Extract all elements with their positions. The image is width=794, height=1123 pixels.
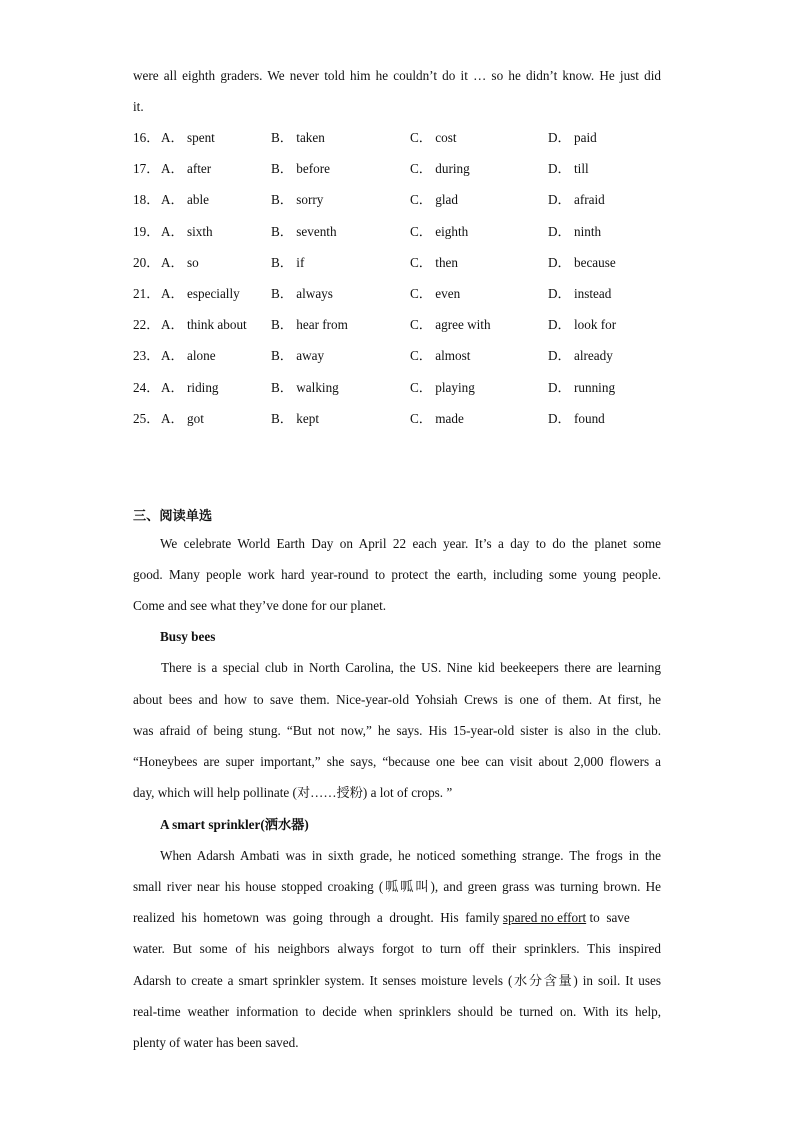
question-23	[133, 348, 673, 364]
option-b: B． walking	[271, 380, 339, 395]
option-a: A． alone	[161, 348, 216, 363]
option-c: C． cost	[410, 130, 457, 145]
sprinkler-line-3-end: to save	[586, 910, 630, 925]
option-d: D． already	[548, 348, 613, 363]
question-20	[133, 255, 673, 271]
option-a: A． able	[161, 192, 209, 207]
option-a: A． sixth	[161, 224, 213, 239]
sprinkler-heading: A smart sprinkler(洒水器)	[160, 817, 309, 832]
question-24	[133, 380, 673, 396]
option-d: D． look for	[548, 317, 617, 332]
option-c: C． glad	[410, 192, 458, 207]
question-number: 25．	[133, 411, 160, 426]
option-a: A． spent	[161, 130, 215, 145]
busy-bees-line-2: about bees and how to save them. Nice-year-old Yohsiah Crews is one of them. At first, he	[133, 692, 661, 707]
sprinkler-line-3	[133, 910, 661, 926]
intro-line-2: it.	[133, 99, 144, 114]
busy-bees-heading: Busy bees	[160, 629, 216, 644]
option-b: B． sorry	[271, 192, 324, 207]
question-number: 21．	[133, 286, 160, 301]
sprinkler-line-5: Adarsh to create a smart sprinkler system. It senses moisture levels (水分含量) in soil. It uses	[133, 973, 661, 988]
option-b: B． away	[271, 348, 325, 363]
option-c: C． during	[410, 161, 470, 176]
question-number: 18．	[133, 192, 160, 207]
option-d: D． till	[548, 161, 589, 176]
option-b: B． kept	[271, 411, 319, 426]
option-a: A． riding	[161, 380, 219, 395]
option-a: A． after	[161, 161, 212, 176]
question-number: 22．	[133, 317, 160, 332]
question-17	[133, 161, 673, 177]
option-b: B． taken	[271, 130, 325, 145]
option-b: B． hear from	[271, 317, 348, 332]
sprinkler-line-2: small river near his house stopped croaking (呱呱叫), and green grass was turning brown. He	[133, 879, 661, 894]
busy-bees-line-4: “Honeybees are super important,” she says, “because one bee can visit about 2,000 flowers a	[133, 754, 661, 769]
option-c: C． almost	[410, 348, 471, 363]
question-number: 16．	[133, 130, 160, 145]
busy-bees-line-5: day, which will help pollinate (对……授粉) a lot of crops. ”	[133, 785, 453, 800]
option-d: D． instead	[548, 286, 612, 301]
option-d: D． running	[548, 380, 616, 395]
intro-paragraph-line-1: We celebrate World Earth Day on April 22 each year. It’s a day to do the planet some	[160, 536, 661, 551]
option-a: A． so	[161, 255, 199, 270]
option-c: C． then	[410, 255, 458, 270]
option-c: C． eighth	[410, 224, 469, 239]
sprinkler-line-4: water. But some of his neighbors always forgot to turn off their sprinklers. This inspired	[133, 941, 661, 956]
question-number: 23．	[133, 348, 160, 363]
option-a: A． think about	[161, 317, 247, 332]
busy-bees-line-3: was afraid of being stung. “But not now,” he says. His 15-year-old sister is also in the club.	[133, 723, 661, 738]
option-b: B． always	[271, 286, 333, 301]
option-b: B． if	[271, 255, 305, 270]
question-number: 20．	[133, 255, 160, 270]
sprinkler-line-3-start: realized his hometown was going through a drought. His family	[133, 910, 503, 925]
question-16	[133, 130, 673, 146]
option-a: A． got	[161, 411, 204, 426]
option-d: D． paid	[548, 130, 597, 145]
option-c: C． agree with	[410, 317, 491, 332]
sprinkler-line-6: real-time weather information to decide when sprinklers should be turned on. With its help,	[133, 1004, 661, 1019]
intro-paragraph-line-3: Come and see what they’ve done for our planet.	[133, 598, 387, 613]
option-b: B． before	[271, 161, 330, 176]
question-19	[133, 224, 673, 240]
question-number: 24．	[133, 380, 160, 395]
option-d: D． afraid	[548, 192, 605, 207]
question-21	[133, 286, 673, 302]
question-25	[133, 411, 673, 427]
question-22	[133, 317, 673, 333]
underlined-phrase: spared no effort	[502, 910, 587, 925]
option-b: B． seventh	[271, 224, 337, 239]
option-d: D． because	[548, 255, 616, 270]
option-c: C． even	[410, 286, 461, 301]
intro-paragraph-line-2: good. Many people work hard year-round to protect the earth, including some young people.	[133, 567, 661, 582]
sprinkler-line-7: plenty of water has been saved.	[133, 1035, 299, 1050]
sprinkler-line-1: When Adarsh Ambati was in sixth grade, he noticed something strange. The frogs in the	[160, 848, 661, 863]
option-d: D． found	[548, 411, 605, 426]
section-title: 三、阅读单选	[133, 509, 213, 524]
option-a: A． especially	[161, 286, 240, 301]
question-18	[133, 192, 673, 208]
option-c: C． made	[410, 411, 464, 426]
question-number: 17．	[133, 161, 160, 176]
option-d: D． ninth	[548, 224, 602, 239]
intro-line-1: were all eighth graders. We never told him he couldn’t do it … so he didn’t know. He just did	[133, 68, 661, 83]
option-c: C． playing	[410, 380, 475, 395]
busy-bees-line-1: There is a special club in North Carolina, the US. Nine kid beekeepers there are learning	[161, 660, 661, 675]
question-number: 19．	[133, 224, 160, 239]
